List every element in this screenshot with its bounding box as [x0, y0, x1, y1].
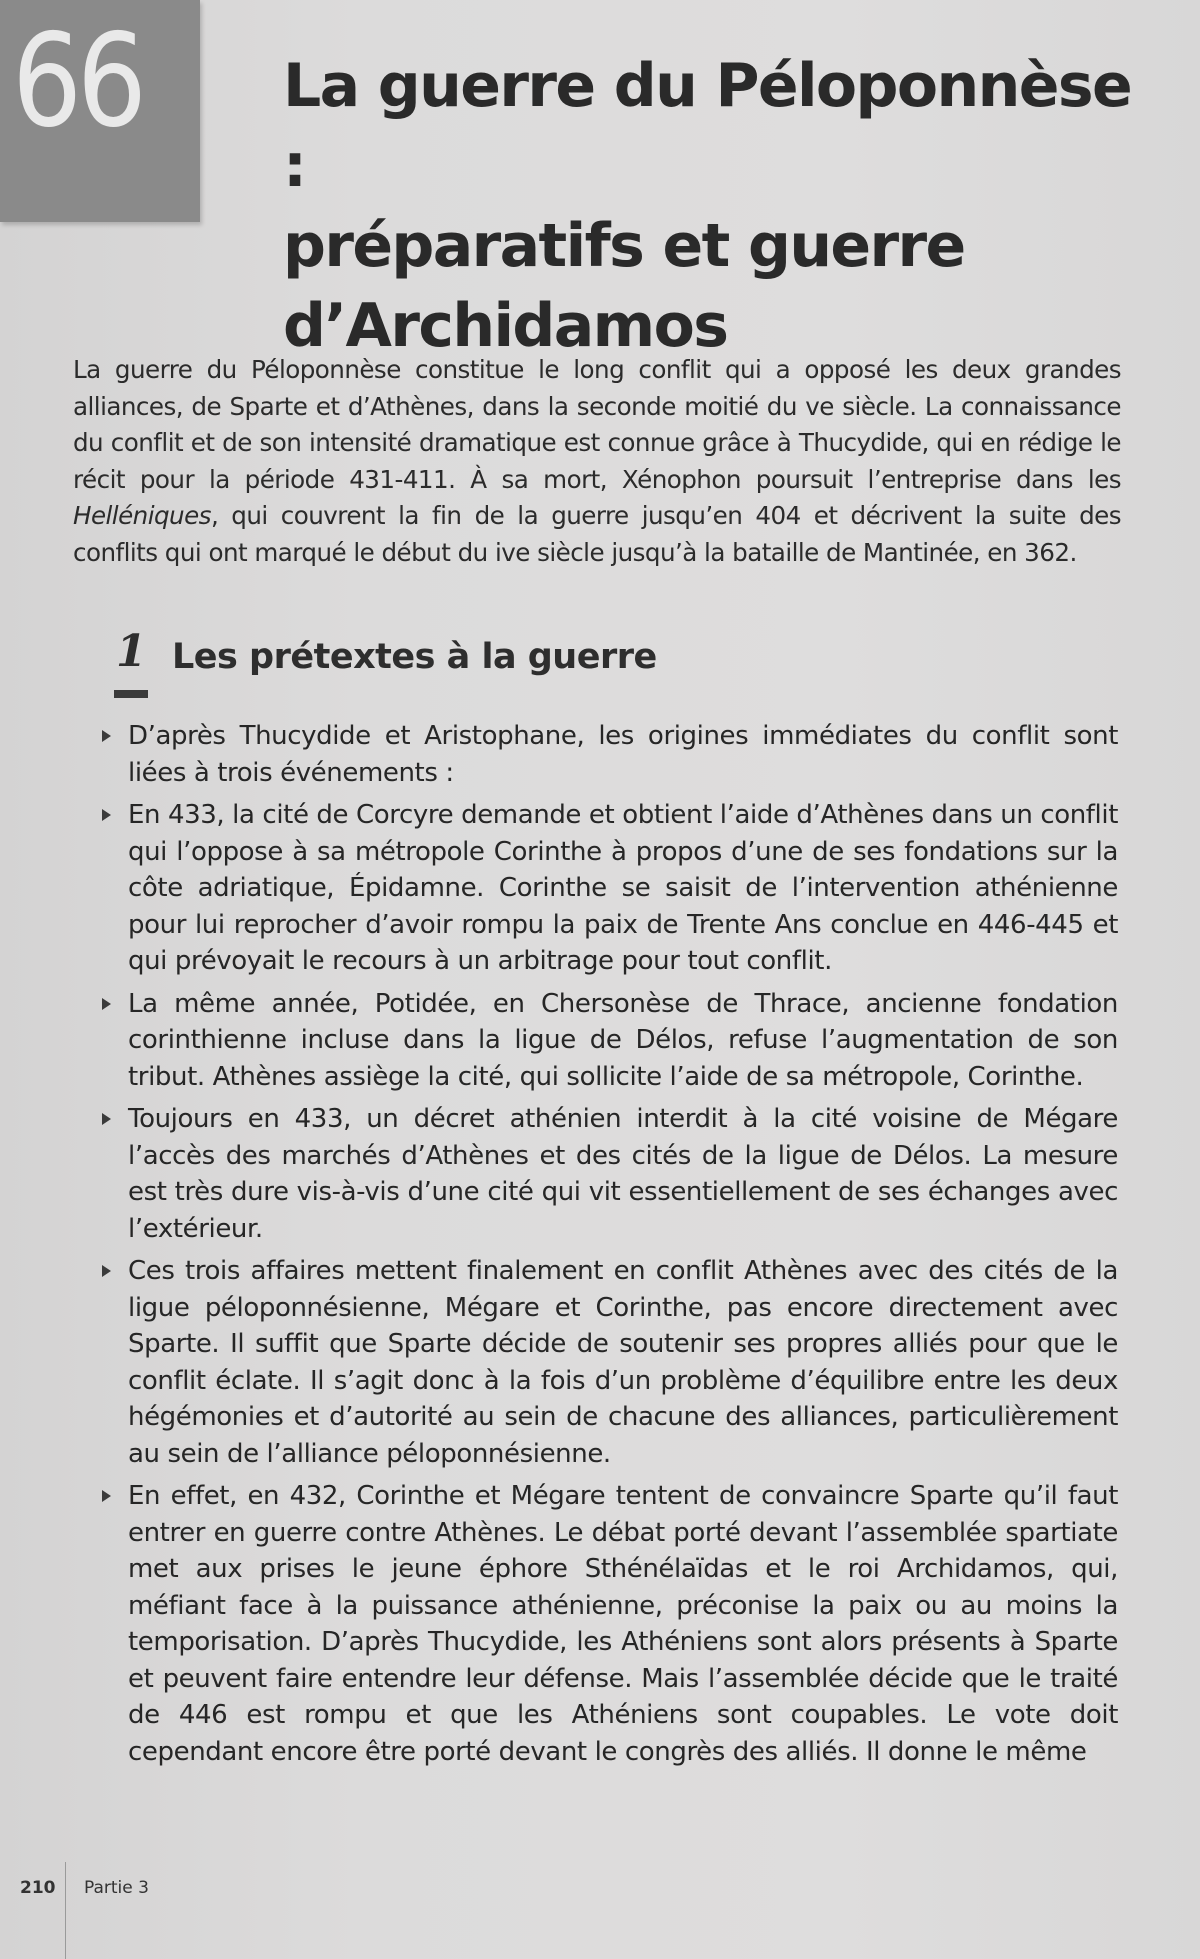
bullet-arrow-icon: [102, 1265, 111, 1277]
intro-text: La guerre du Péloponnèse constitue le long conflit qui a opposé les deux grandes alliances, de Sparte et d’Athènes, dans la seconde moitié du ve siècle. La connaissance du conflit et de son intensité dramatique est connue grâce à Thucydide, qui en rédige le récit pour la période 431-411. À sa mort, Xénophon poursuit l’entreprise dans les: [73, 355, 1121, 494]
bullet-item: [98, 1101, 1118, 1247]
intro-text: , qui couvrent la fin de la guerre jusqu’en 404 et décrivent la suite des conflits qui ont marqué le début du ive siècle jusqu’à la bataille de Mantinée, en 362.: [73, 501, 1121, 567]
bullet-text: D’après Thucydide et Aristophane, les origines immédiates du conflit sont liées à trois événements :: [128, 721, 1118, 788]
bullet-arrow-icon: [102, 730, 111, 742]
bullet-arrow-icon: [102, 998, 111, 1010]
bullet-item: [98, 1253, 1118, 1472]
section-title: Les prétextes à la guerre: [172, 637, 657, 677]
chapter-title: [283, 46, 1143, 366]
intro-paragraph: [73, 352, 1121, 571]
intro-italic-title: Helléniques: [73, 501, 211, 530]
chapter-title-line: La guerre du Péloponnèse :: [283, 51, 1132, 201]
bullet-arrow-icon: [102, 1113, 111, 1125]
bullet-item: [98, 797, 1118, 980]
bullet-list: [98, 718, 1118, 1776]
page-number: 210: [20, 1878, 56, 1898]
chapter-number-tab: [0, 0, 200, 222]
bullet-arrow-icon: [102, 809, 111, 821]
section-number: 1: [116, 626, 147, 677]
bullet-text: En 433, la cité de Corcyre demande et obtient l’aide d’Athènes dans un conflit qui l’oppose à sa métropole Corinthe à propos d’une de ses fondations sur la côte adriatique, Épidamne. Corinthe se saisit de l’intervention athénienne pour lui reprocher d’avoir rompu la paix de Trente Ans conclue en 446-445 et qui prévoyait le recours à un arbitrage pour tout conflit.: [128, 800, 1118, 976]
part-label: Partie 3: [84, 1878, 149, 1898]
chapter-title-line: d’Archidamos: [283, 291, 728, 361]
bullet-text: La même année, Potidée, en Chersonèse de Thrace, ancienne fondation corinthienne incluse dans la ligue de Délos, refuse l’augmentation de son tribut. Athènes assiège la cité, qui sollicite l’aide de sa métropole, Corinthe.: [128, 988, 1118, 1092]
bullet-arrow-icon: [102, 1490, 111, 1502]
bullet-text: En effet, en 432, Corinthe et Mégare tentent de convaincre Sparte qu’il faut entrer en guerre contre Athènes. Le débat porté devant l’assemblée spartiate met aux prises le jeune éphore Sthénélaïdas et le roi Archidamos, qui, méfiant face à la puissance athénienne, préconise la paix ou au moins la temporisation. D’après Thucydide, les Athéniens sont alors présents à Sparte et peuvent faire entendre leur défense. Mais l’assemblée décide que le traité de 446 est rompu et que les Athéniens sont coupables. Le vote doit cependant encore être porté devant le congrès des alliés. Il donne le même: [128, 1481, 1118, 1767]
bullet-text: Toujours en 433, un décret athénien interdit à la cité voisine de Mégare l’accès des marchés d’Athènes et des cités de la ligue de Délos. La mesure est très dure vis-à-vis d’une cité qui vit essentiellement de ses échanges avec l’extérieur.: [128, 1104, 1118, 1244]
bullet-item: [98, 986, 1118, 1096]
footer-divider: [65, 1862, 66, 1959]
bullet-item: [98, 718, 1118, 791]
bullet-item: [98, 1478, 1118, 1770]
chapter-title-line: préparatifs et guerre: [283, 211, 965, 281]
section-number-underline: [114, 690, 148, 698]
bullet-text: Ces trois affaires mettent finalement en conflit Athènes avec des cités de la ligue péloponnésienne, Mégare et Corinthe, pas encore directement avec Sparte. Il suffit que Sparte décide de soutenir ses propres alliés pour que le conflit éclate. Il s’agit donc à la fois d’un problème d’équilibre entre les deux hégémonies et d’autorité au sein de chacune des alliances, particulièrement au sein de l’alliance péloponnésienne.: [128, 1256, 1118, 1469]
chapter-number: 66: [12, 7, 142, 156]
